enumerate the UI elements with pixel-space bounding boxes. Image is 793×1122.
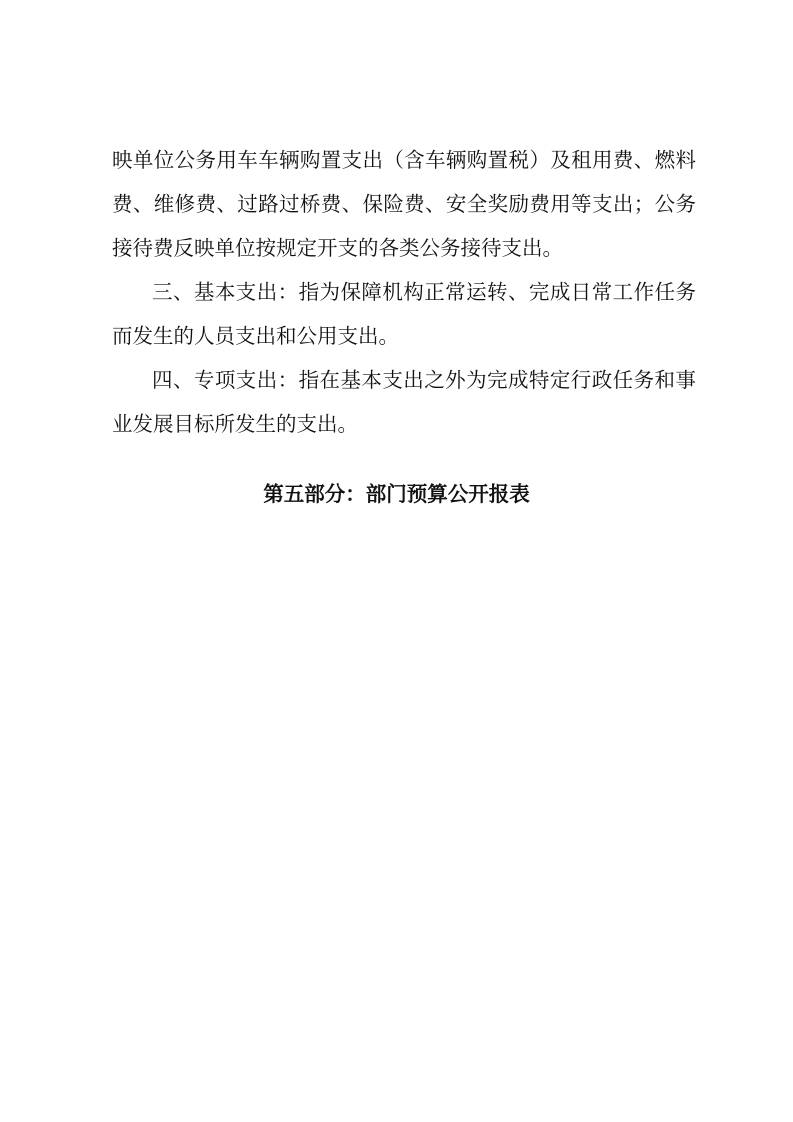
paragraph-3-line-1: 四、专项支出：指在基本支出之外为完成特定行政任务和事: [152, 368, 696, 392]
paragraph-1-line-1: 映单位公务用车车辆购置支出（含车辆购置税）及租用费、燃料: [112, 148, 696, 172]
paragraph-2-line-2: 而发生的人员支出和公用支出。: [112, 324, 399, 348]
paragraph-2-line-1: 三、基本支出：指为保障机构正常运转、完成日常工作任务: [152, 280, 696, 304]
paragraph-1-line-2: 费、维修费、过路过桥费、保险费、安全奖励费用等支出；公务: [112, 192, 696, 216]
section-heading: 第五部分：部门预算公开报表: [263, 482, 530, 506]
paragraph-3-line-2: 业发展目标所发生的支出。: [112, 412, 358, 436]
paragraph-1-line-3: 接待费反映单位按规定开支的各类公务接待支出。: [112, 236, 563, 260]
